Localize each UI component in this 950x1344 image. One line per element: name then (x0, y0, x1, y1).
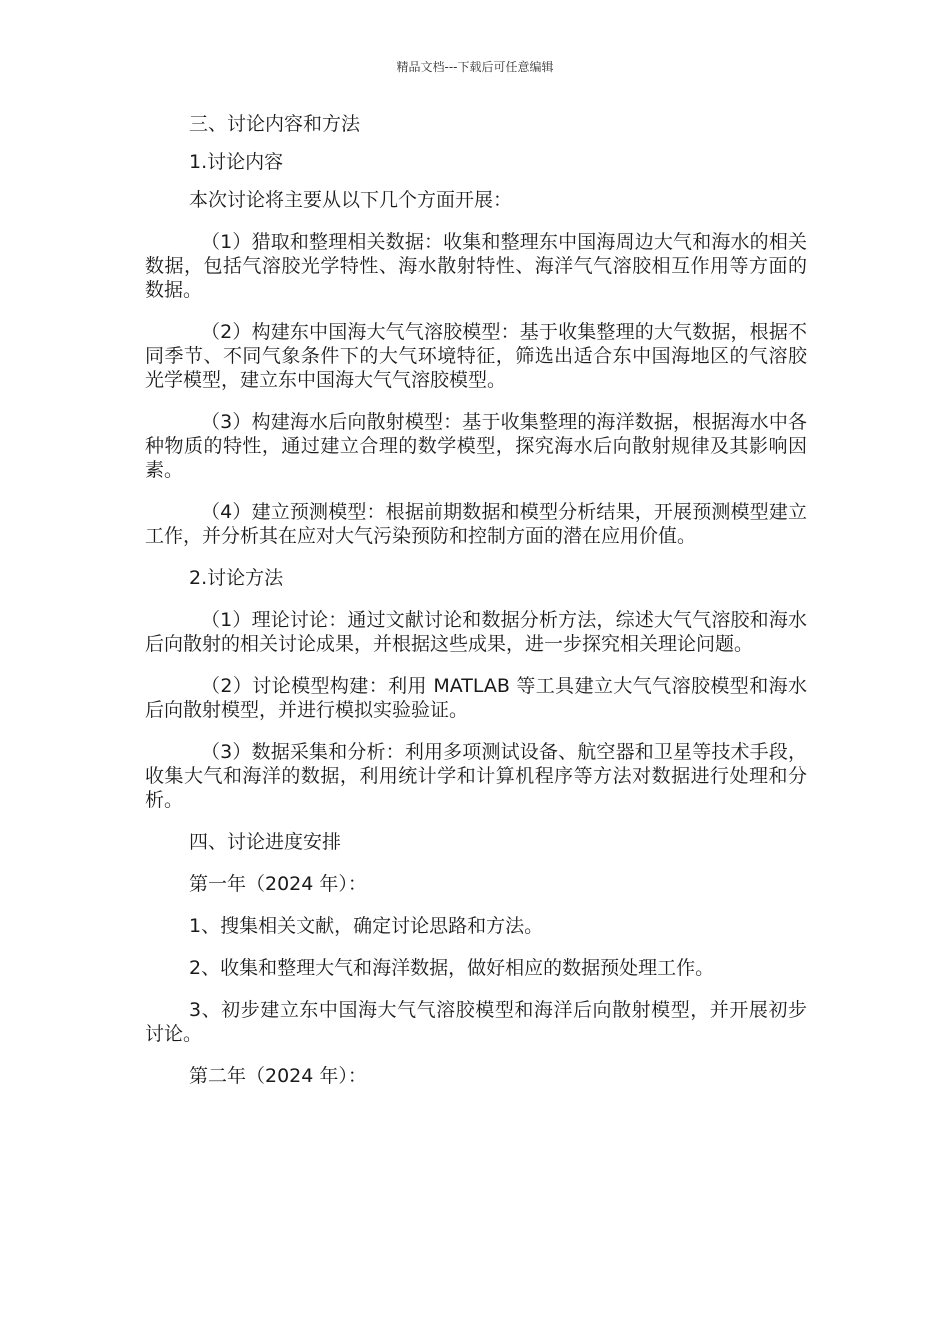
content-item-2: （2）构建东中国海大气气溶胶模型：基于收集整理的大气数据，根据不同季节、不同气象条件下的大气环境特征，筛选出适合东中国海地区的气溶胶光学模型，建立东中国海大气气溶胶模型。 (145, 321, 807, 391)
page-header: 精品文档---下载后可任意编辑 (396, 60, 554, 74)
year-1-item-2: 2、收集和整理大气和海洋数据，做好相应的数据预处理工作。 (189, 957, 715, 979)
year-2-title: 第二年（2024 年）： (189, 1065, 367, 1087)
section-3-1-title: 1.讨论内容 (189, 151, 284, 173)
content-item-4: （4）建立预测模型：根据前期数据和模型分析结果，开展预测模型建立工作，并分析其在应对大气污染预防和控制方面的潜在应用价值。 (145, 501, 807, 547)
section-3-title: 三、讨论内容和方法 (189, 113, 361, 135)
content-item-3: （3）构建海水后向散射模型：基于收集整理的海洋数据，根据海水中各种物质的特性，通过建立合理的数学模型，探究海水后向散射规律及其影响因素。 (145, 411, 807, 481)
year-1-item-3: 3、初步建立东中国海大气气溶胶模型和海洋后向散射模型，并开展初步讨论。 (145, 999, 807, 1045)
method-item-2: （2）讨论模型构建：利用 MATLAB 等工具建立大气气溶胶模型和海水后向散射模型，并进行模拟实验验证。 (145, 675, 807, 721)
content-item-1: （1）猎取和整理相关数据：收集和整理东中国海周边大气和海水的相关数据，包括气溶胶光学特性、海水散射特性、海洋气气溶胶相互作用等方面的数据。 (145, 231, 807, 301)
document-body (145, 112, 807, 1088)
method-item-1: （1）理论讨论：通过文献讨论和数据分析方法，综述大气气溶胶和海水后向散射的相关讨论成果，并根据这些成果，进一步探究相关理论问题。 (145, 609, 807, 655)
section-3-2-title: 2.讨论方法 (189, 567, 284, 589)
method-item-3: （3）数据采集和分析：利用多项测试设备、航空器和卫星等技术手段，收集大气和海洋的数据，利用统计学和计算机程序等方法对数据进行处理和分析。 (145, 741, 807, 811)
year-1-title: 第一年（2024 年）： (189, 873, 367, 895)
section-4-title: 四、讨论进度安排 (189, 831, 342, 853)
section-3-1-intro: 本次讨论将主要从以下几个方面开展： (189, 189, 513, 211)
year-1-item-1: 1、搜集相关文献，确定讨论思路和方法。 (189, 915, 544, 937)
